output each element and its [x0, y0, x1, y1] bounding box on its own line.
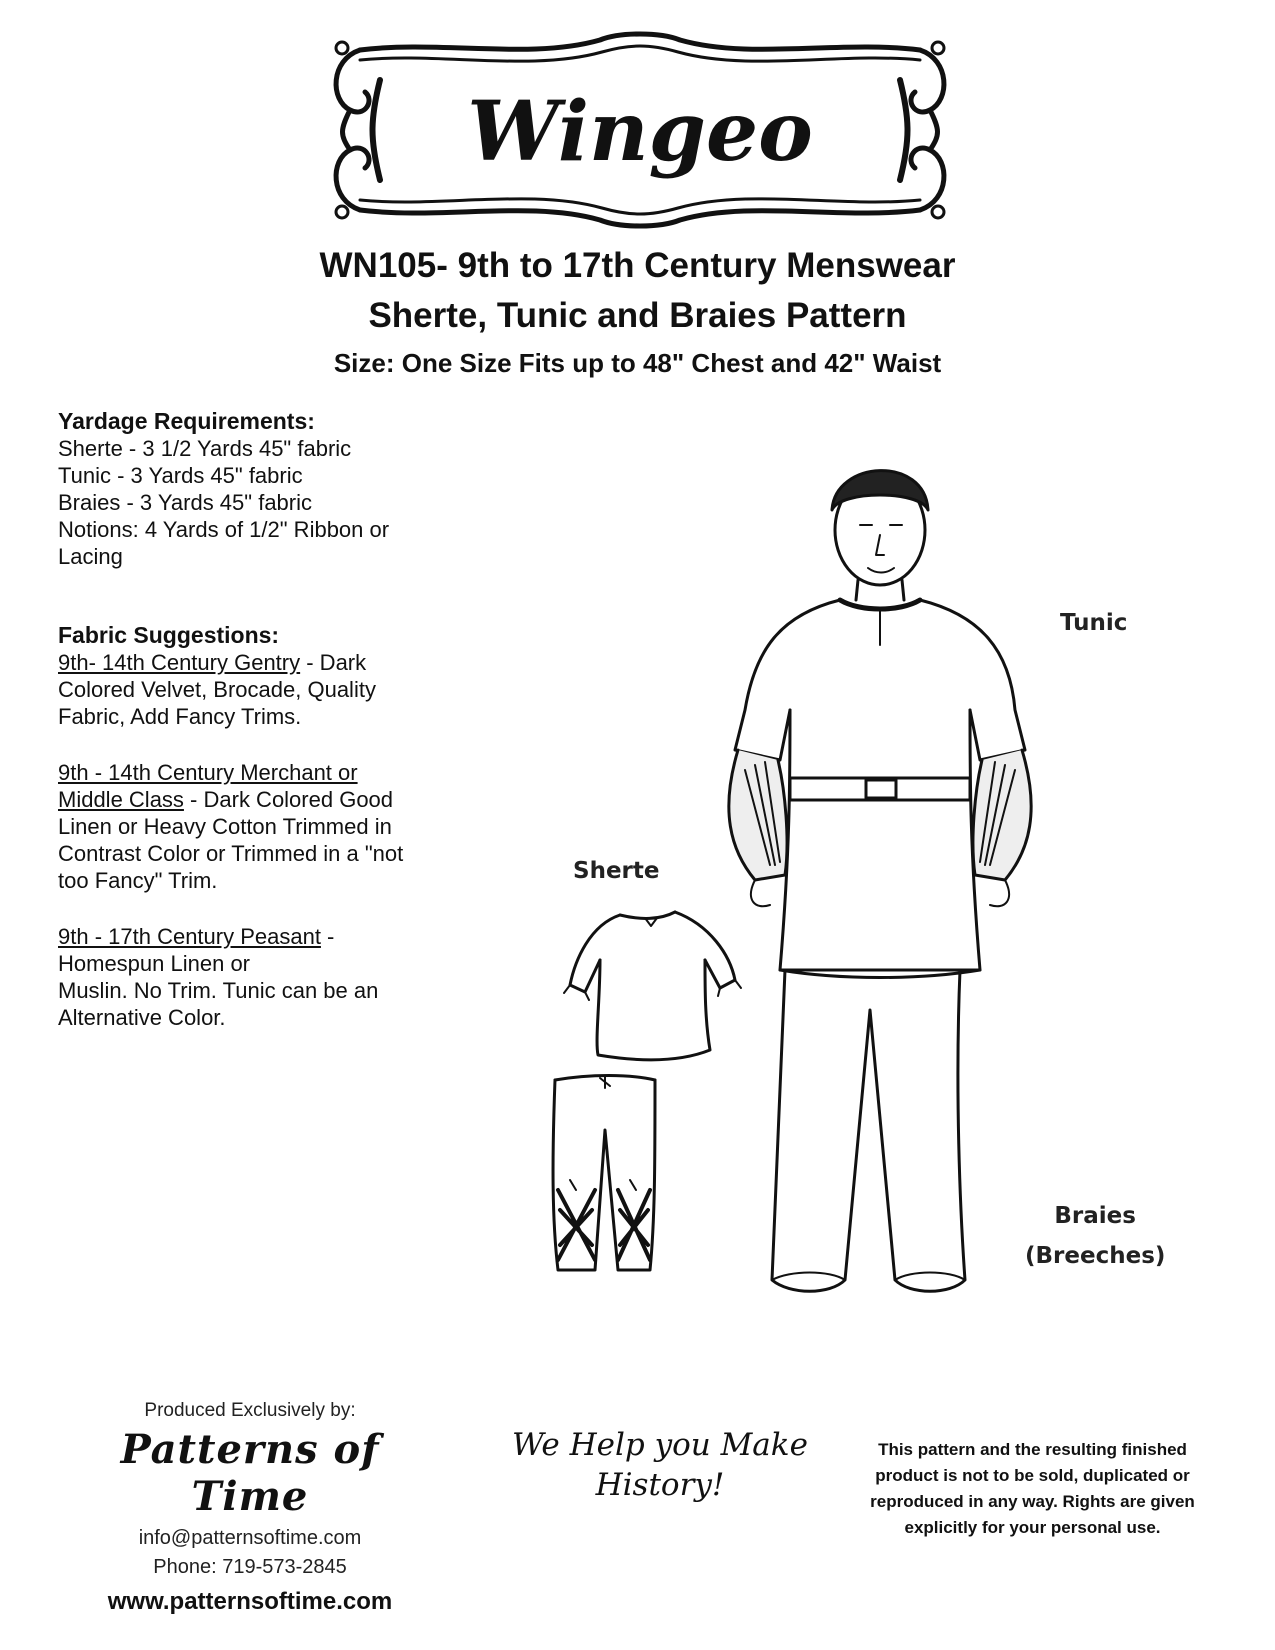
fabric-line: Fabric, Add Fancy Trims. [58, 704, 302, 729]
fabric-line: Linen or Heavy Cotton Trimmed in [58, 814, 392, 839]
merchant-label: 9th - 14th Century Merchant or [58, 760, 358, 785]
size-info: Size: One Size Fits up to 48" Chest and 42" Waist [333, 348, 942, 378]
slogan [490, 1425, 830, 1505]
small-braies [553, 1076, 655, 1271]
sherte-label: Sherte [573, 858, 660, 884]
braies-drawing [772, 970, 965, 1291]
garment-illustration [540, 450, 1080, 1400]
slogan-line1: We Help you Make [512, 1427, 808, 1463]
braies-label [1025, 1196, 1165, 1276]
fabric-merchant-first [58, 786, 478, 813]
fabric-line: Alternative Color. [58, 1005, 226, 1030]
peasant-label: 9th - 17th Century Peasant [58, 924, 321, 949]
fabric-line: Muslin. No Trim. Tunic can be an [58, 978, 379, 1003]
fabric-heading: Fabric Suggestions: [58, 622, 280, 648]
yardage-line: Braies - 3 Yards 45" fabric [58, 490, 312, 515]
email-address[interactable]: info@patternsoftime.com [138, 1527, 362, 1549]
pattern-title: WN105- 9th to 17th Century Menswear [319, 246, 956, 285]
producer-block [70, 1400, 430, 1616]
slogan-line2: History! [595, 1467, 725, 1503]
fabric-peasant-first [58, 923, 478, 950]
sherte-sleeves [729, 750, 1031, 906]
braies-label-line1: Braies [1054, 1203, 1136, 1229]
yardage-line: Sherte - 3 1/2 Yards 45" fabric [58, 436, 352, 461]
logo-text: Wingeo [467, 84, 813, 180]
braies-label-line2: (Breeches) [1025, 1243, 1166, 1269]
phone-number: Phone: 719-573-2845 [153, 1556, 347, 1578]
wingeo-logo [320, 20, 960, 245]
produced-by-text: Produced Exclusively by: [144, 1400, 356, 1421]
fabric-line: too Fancy" Trim. [58, 868, 218, 893]
copyright-disclaimer: This pattern and the resulting finished product is not to be sold, duplicated or reproduced in any way. Rights are given explicitly for your personal use. [870, 1440, 1195, 1537]
merchant-rest: - Dark Colored Good [183, 787, 394, 812]
peasant-rest: - [320, 924, 335, 949]
yardage-heading: Yardage Requirements: [58, 408, 315, 434]
small-sherte [564, 912, 741, 1060]
yardage-line: Lacing [58, 544, 123, 569]
figure-head [832, 471, 928, 600]
tunic-label: Tunic [1060, 610, 1128, 636]
yardage-line: Notions: 4 Yards of 1/2" Ribbon or [58, 517, 390, 542]
merchant-label-2: Middle Class [58, 787, 184, 812]
fabric-gentry-first [58, 649, 478, 676]
fabric-line: Contrast Color or Trimmed in a "not [58, 841, 404, 866]
brand-name: Patterns of Time [120, 1426, 380, 1520]
gentry-rest: - Dark [300, 650, 367, 675]
fabric-line: Colored Velvet, Brocade, Quality [58, 677, 376, 702]
gentry-label: 9th- 14th Century Gentry [58, 650, 301, 675]
requirements-column [58, 408, 478, 1031]
pattern-subtitle: Sherte, Tunic and Braies Pattern [368, 296, 907, 335]
website-link[interactable]: www.patternsoftime.com [107, 1588, 393, 1615]
yardage-line: Tunic - 3 Yards 45" fabric [58, 463, 303, 488]
fabric-line: Homespun Linen or [58, 951, 251, 976]
